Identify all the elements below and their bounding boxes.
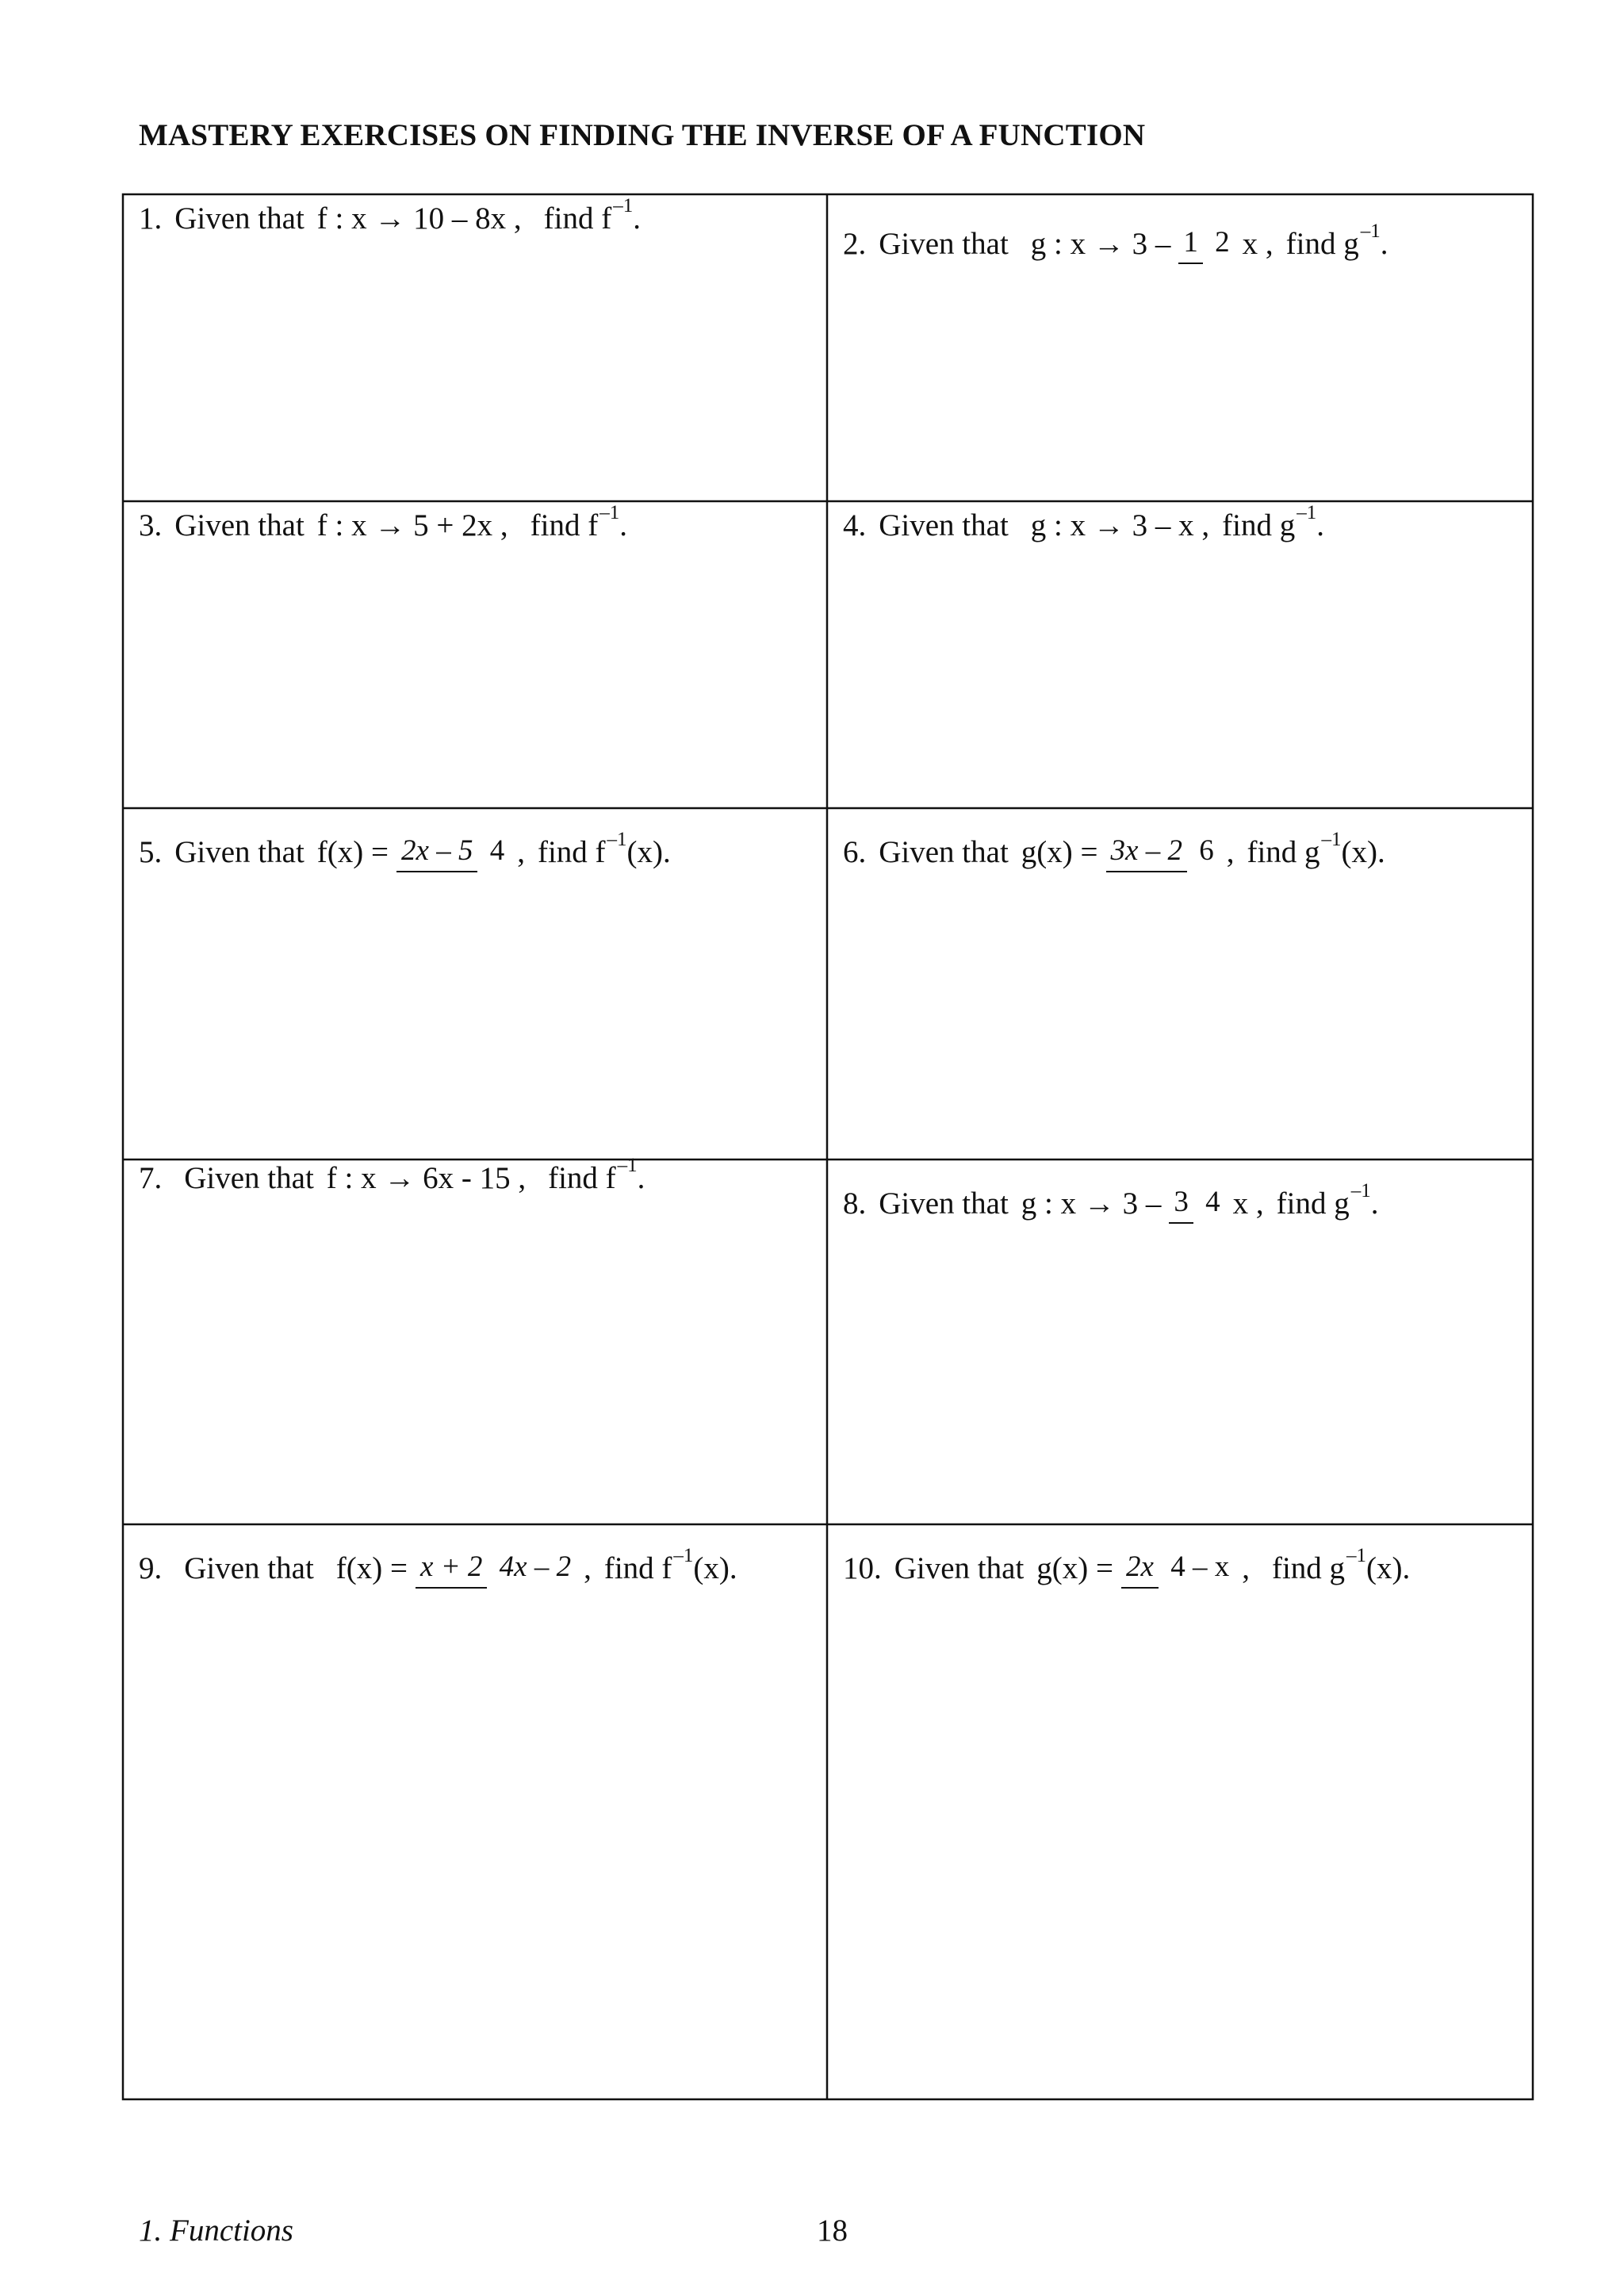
find-text: find f xyxy=(537,834,606,869)
find-end: (x). xyxy=(1366,1550,1411,1585)
inverse-superscript: –1 xyxy=(1350,1179,1371,1202)
question-lead: Given that xyxy=(174,834,304,869)
find-text: find g xyxy=(1271,1550,1346,1585)
question-lead: Given that xyxy=(894,1550,1025,1585)
find-end: . xyxy=(619,508,627,542)
find-end: (x). xyxy=(693,1550,737,1585)
question-lead: Given that xyxy=(879,1186,1009,1221)
fraction xyxy=(1121,1547,1234,1588)
find-text: find f xyxy=(543,201,612,236)
fraction-denominator: 4 xyxy=(489,834,505,868)
fraction xyxy=(416,1547,576,1588)
inverse-superscript: –1 xyxy=(1321,828,1342,850)
fraction-denominator: 6 xyxy=(1199,834,1214,868)
function-expression: f(x) = xyxy=(335,1550,408,1585)
find-text: find f xyxy=(548,1160,616,1195)
question-number: 6. xyxy=(843,834,867,869)
inverse-superscript: –1 xyxy=(617,1154,638,1176)
function-expression-end: , xyxy=(584,1550,592,1585)
question-9 xyxy=(139,1524,737,1612)
fraction-numerator: 2x – 5 xyxy=(396,834,477,872)
question-lead: Given that xyxy=(879,834,1009,869)
question-7 xyxy=(139,1154,645,1195)
question-number: 9. xyxy=(139,1550,163,1585)
function-expression-end: x , xyxy=(1232,1186,1264,1221)
question-number: 3. xyxy=(139,508,163,542)
find-end: (x). xyxy=(1341,834,1385,869)
question-lead: Given that xyxy=(879,508,1009,542)
find-end: . xyxy=(1370,1186,1379,1221)
inverse-superscript: –1 xyxy=(1360,220,1381,242)
find-end: . xyxy=(1380,226,1388,261)
function-expression: f : x → 6x - 15 , xyxy=(326,1160,527,1195)
function-expression-end: , xyxy=(1242,1550,1250,1585)
find-end: (x). xyxy=(626,834,671,869)
fraction-numerator: 3x – 2 xyxy=(1106,834,1187,872)
page-title: MASTERY EXERCISES ON FINDING THE INVERSE OF A FUNCTION xyxy=(139,118,1146,152)
function-expression: g : x → 3 – xyxy=(1021,1186,1162,1221)
question-lead: Given that xyxy=(879,226,1009,261)
footer-section: 1. Functions xyxy=(139,2214,293,2248)
find-text: find g xyxy=(1222,508,1296,542)
find-end: . xyxy=(637,1160,645,1195)
function-expression-end: x , xyxy=(1242,226,1274,261)
question-1 xyxy=(139,194,641,236)
fraction-numerator: 1 xyxy=(1178,226,1203,263)
fraction xyxy=(396,831,509,872)
function-expression: g(x) = xyxy=(1021,834,1098,869)
question-2 xyxy=(843,200,1388,287)
fraction-numerator: 3 xyxy=(1169,1186,1193,1223)
inverse-superscript: –1 xyxy=(1297,501,1317,523)
question-8 xyxy=(843,1159,1378,1247)
question-6 xyxy=(843,808,1385,895)
question-5 xyxy=(139,808,671,895)
find-end: . xyxy=(1316,508,1324,542)
question-lead: Given that xyxy=(174,201,304,236)
inverse-superscript: –1 xyxy=(1346,1544,1367,1566)
question-number: 2. xyxy=(843,226,867,261)
find-text: find f xyxy=(603,1550,672,1585)
function-expression: g : x → 3 – xyxy=(1030,226,1171,261)
find-text: find g xyxy=(1285,226,1359,261)
question-lead: Given that xyxy=(184,1160,314,1195)
page-number: 18 xyxy=(817,2214,848,2248)
fraction-denominator: 4 xyxy=(1205,1186,1220,1219)
function-expression: g(x) = xyxy=(1036,1550,1114,1585)
function-expression-end: , xyxy=(1226,834,1235,869)
inverse-superscript: –1 xyxy=(613,194,634,217)
function-expression: f(x) = xyxy=(316,834,389,869)
find-end: . xyxy=(633,201,641,236)
question-3 xyxy=(139,501,627,542)
inverse-superscript: –1 xyxy=(599,501,620,523)
function-expression: g : x → 3 – x , xyxy=(1030,508,1210,542)
inverse-superscript: –1 xyxy=(607,828,627,850)
question-number: 7. xyxy=(139,1160,163,1195)
find-text: find g xyxy=(1276,1186,1350,1221)
question-number: 8. xyxy=(843,1186,867,1221)
question-number: 10. xyxy=(843,1550,882,1585)
question-number: 1. xyxy=(139,201,163,236)
question-lead: Given that xyxy=(184,1550,314,1585)
function-expression: f : x → 5 + 2x , xyxy=(316,508,508,542)
inverse-superscript: –1 xyxy=(673,1544,694,1566)
find-text: find g xyxy=(1247,834,1320,869)
question-4 xyxy=(843,501,1324,542)
fraction-denominator: 4x – 2 xyxy=(499,1550,572,1584)
question-number: 5. xyxy=(139,834,163,869)
fraction-denominator: 2 xyxy=(1215,226,1230,259)
question-number: 4. xyxy=(843,508,867,542)
fraction-numerator: x + 2 xyxy=(416,1550,487,1588)
fraction xyxy=(1106,831,1219,872)
function-expression-end: , xyxy=(517,834,525,869)
find-text: find f xyxy=(530,508,599,542)
fraction xyxy=(1169,1182,1224,1223)
fraction-numerator: 2x xyxy=(1121,1550,1159,1588)
fraction-denominator: 4 – x xyxy=(1170,1550,1230,1584)
fraction xyxy=(1178,223,1234,263)
question-lead: Given that xyxy=(174,508,304,542)
question-10 xyxy=(843,1524,1410,1612)
function-expression: f : x → 10 – 8x , xyxy=(316,201,522,236)
